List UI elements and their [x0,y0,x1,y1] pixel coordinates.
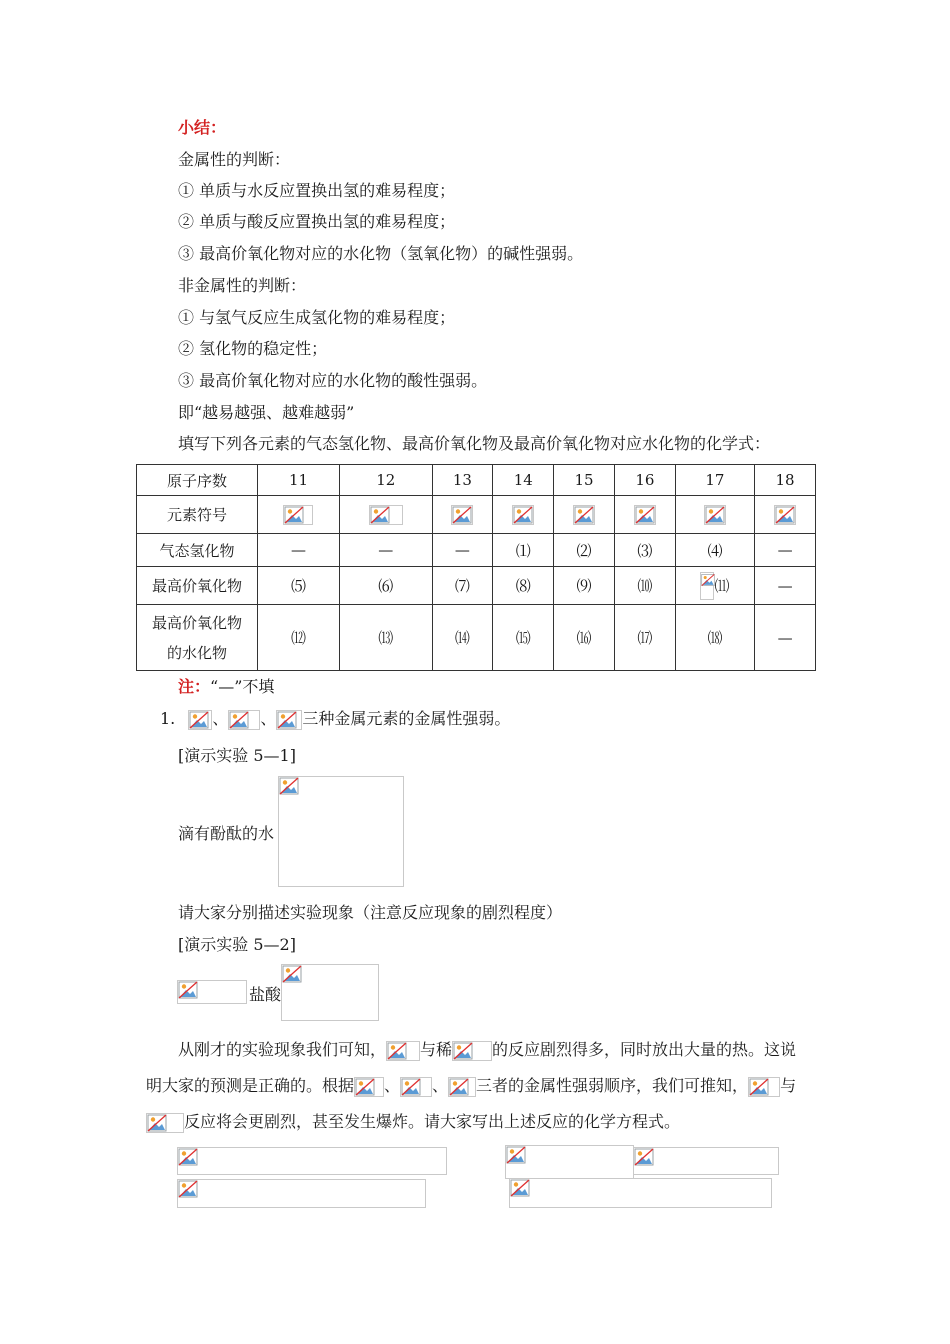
text-fragment: 的反应剧烈得多，同时放出大量的热。这说 [492,1040,797,1059]
table-row [137,465,816,496]
table-cell: — [432,534,493,567]
table-cell: 15 [554,465,615,496]
table-cell: ⑼ [554,567,615,605]
table-cell: ⒃ [554,605,615,671]
table-cell: ⑻ [493,567,554,605]
table-cell: ⒅ [675,605,754,671]
broken-image-icon [369,505,403,525]
text-fragment: 与稀 [420,1040,453,1059]
table-cell [675,567,754,605]
text-fragment: 明大家的预测是正确的。根据 [146,1076,355,1095]
broken-image-icon [178,981,200,1001]
table-row [137,567,816,605]
separator: 、 [432,1076,449,1095]
broken-image-icon [512,505,534,525]
broken-image-icon [279,777,301,797]
row-header-hydrate-line2: 的水化物 [166,643,227,662]
broken-image-icon [634,505,656,525]
broken-image-icon [354,1077,384,1097]
demo1-image [278,776,404,887]
note-label: 注： [178,677,211,696]
table-cell: ⑽ [614,567,675,605]
broken-image-icon [451,505,473,525]
text-fragment: 反应将会更剧烈，甚至发生爆炸。请大家写出上述反应的化学方程式。 [184,1112,681,1131]
metal-item-2: ② 单质与酸反应置换出氢的难易程度； [178,212,456,231]
broken-image-icon [178,1180,200,1200]
note [178,677,274,697]
broken-image-icon [283,505,313,525]
table-cell: ⑵ [554,534,615,567]
table-cell [755,496,816,534]
table-cell: ⑹ [339,567,432,605]
metal-heading: 金属性的判断： [178,150,291,169]
equation-image-4 [633,1147,779,1175]
nonmetal-item-1: ① 与氢气反应生成氢化物的难易程度； [178,308,456,327]
table-cell: ⑶ [614,534,675,567]
table-cell [614,496,675,534]
broken-image-icon [634,1148,656,1168]
table-cell [258,496,340,534]
table-cell: 18 [755,465,816,496]
broken-image-icon [188,710,212,730]
broken-image-icon [386,1041,420,1061]
table-cell: ⒁ [432,605,493,671]
demo2-title: [演示实验 5—2] [178,935,296,954]
separator: 、 [384,1076,401,1095]
demo1-label: 滴有酚酞的水 [178,824,275,843]
broken-image-icon [510,1179,532,1199]
summary-title: 小结： [178,118,227,137]
table-cell: ⑿ [258,605,340,671]
table-cell: ⒄ [614,605,675,671]
equation-image-3 [505,1145,634,1179]
table-cell: ⒀ [339,605,432,671]
demo2-image-left [177,980,247,1004]
broken-image-icon [282,965,304,985]
separator: 、 [260,709,277,728]
table-cell: — [258,534,340,567]
table-intro: 填写下列各元素的气态氢化物、最高价氧化物及最高价氧化物对应水化物的化学式： [178,434,771,453]
table-cell: — [755,534,816,567]
table-cell: 12 [339,465,432,496]
table-cell: — [755,605,816,671]
table-cell: ⑺ [432,567,493,605]
section-number: 1. [160,709,176,728]
broken-image-icon [276,710,302,730]
table-row [137,496,816,534]
table-cell: 17 [675,465,754,496]
row-header-symbol: 元素符号 [137,496,258,534]
nonmetal-heading: 非金属性的判断： [178,276,307,295]
equation-image-2 [177,1179,426,1208]
broken-image-icon [448,1077,476,1097]
table-cell: ⑷ [675,534,754,567]
text-fragment: 三者的金属性强弱顺序，我们可推知， [476,1076,749,1095]
broken-image-icon [400,1077,432,1097]
broken-image-icon [700,572,714,600]
nonmetal-item-3: ③ 最高价氧化物对应的水化物的酸性强弱。 [178,371,488,390]
broken-image-icon [452,1041,492,1061]
equation-image-5 [509,1178,772,1208]
row-header-hydrate-line1: 最高价氧化物 [151,613,242,632]
table-cell: ⑴ [493,534,554,567]
table-cell [675,496,754,534]
broken-image-icon [506,1146,528,1166]
element-table [136,464,816,671]
table-cell: — [339,534,432,567]
nonmetal-item-2: ② 氢化物的稳定性； [178,339,328,358]
demo2-image-right [281,964,379,1021]
note-text: “—”不填 [210,677,275,696]
text-fragment: 与 [780,1076,797,1095]
text-fragment: 从刚才的实验现象我们可知， [178,1040,387,1059]
demo1-title: [演示实验 5—1] [178,746,296,765]
paragraph-line-1 [178,1040,796,1061]
metal-item-3: ③ 最高价氧化物对应的水化物（氢氧化物）的碱性强弱。 [178,244,584,263]
summary-rule: 即“越易越强、越难越弱” [178,403,355,422]
table-cell: ⒂ [493,605,554,671]
broken-image-icon [748,1077,780,1097]
broken-image-icon [704,505,726,525]
broken-image-icon [146,1113,184,1133]
table-cell: 13 [432,465,493,496]
table-cell: — [755,567,816,605]
row-header-hydrate [137,605,258,671]
table-cell: 16 [614,465,675,496]
demo2-label: 盐酸 [249,985,282,1004]
table-cell: ⑸ [258,567,340,605]
equation-image-1 [177,1147,447,1175]
table-row [137,605,816,671]
table-cell [554,496,615,534]
broken-image-icon [178,1148,200,1168]
table-cell [493,496,554,534]
table-cell [339,496,432,534]
separator: 、 [212,709,229,728]
paragraph-line-2 [146,1076,796,1097]
row-header-hydride: 气态氢化物 [137,534,258,567]
table-row [137,534,816,567]
broken-image-icon [573,505,595,525]
row-header-atomic-number: 原子序数 [137,465,258,496]
broken-image-icon [774,505,796,525]
section1-heading [160,709,510,730]
section1-tail: 三种金属元素的金属性强弱。 [302,709,511,728]
table-cell: 11 [258,465,340,496]
describe-prompt: 请大家分别描述实验现象（注意反应现象的剧烈程度） [178,903,563,922]
paragraph-line-3 [146,1112,680,1133]
broken-image-icon [228,710,260,730]
row-header-oxide: 最高价氧化物 [137,567,258,605]
oxide-17-label: ⑾ [714,577,730,595]
table-cell [432,496,493,534]
table-cell: 14 [493,465,554,496]
metal-item-1: ① 单质与水反应置换出氢的难易程度； [178,181,456,200]
